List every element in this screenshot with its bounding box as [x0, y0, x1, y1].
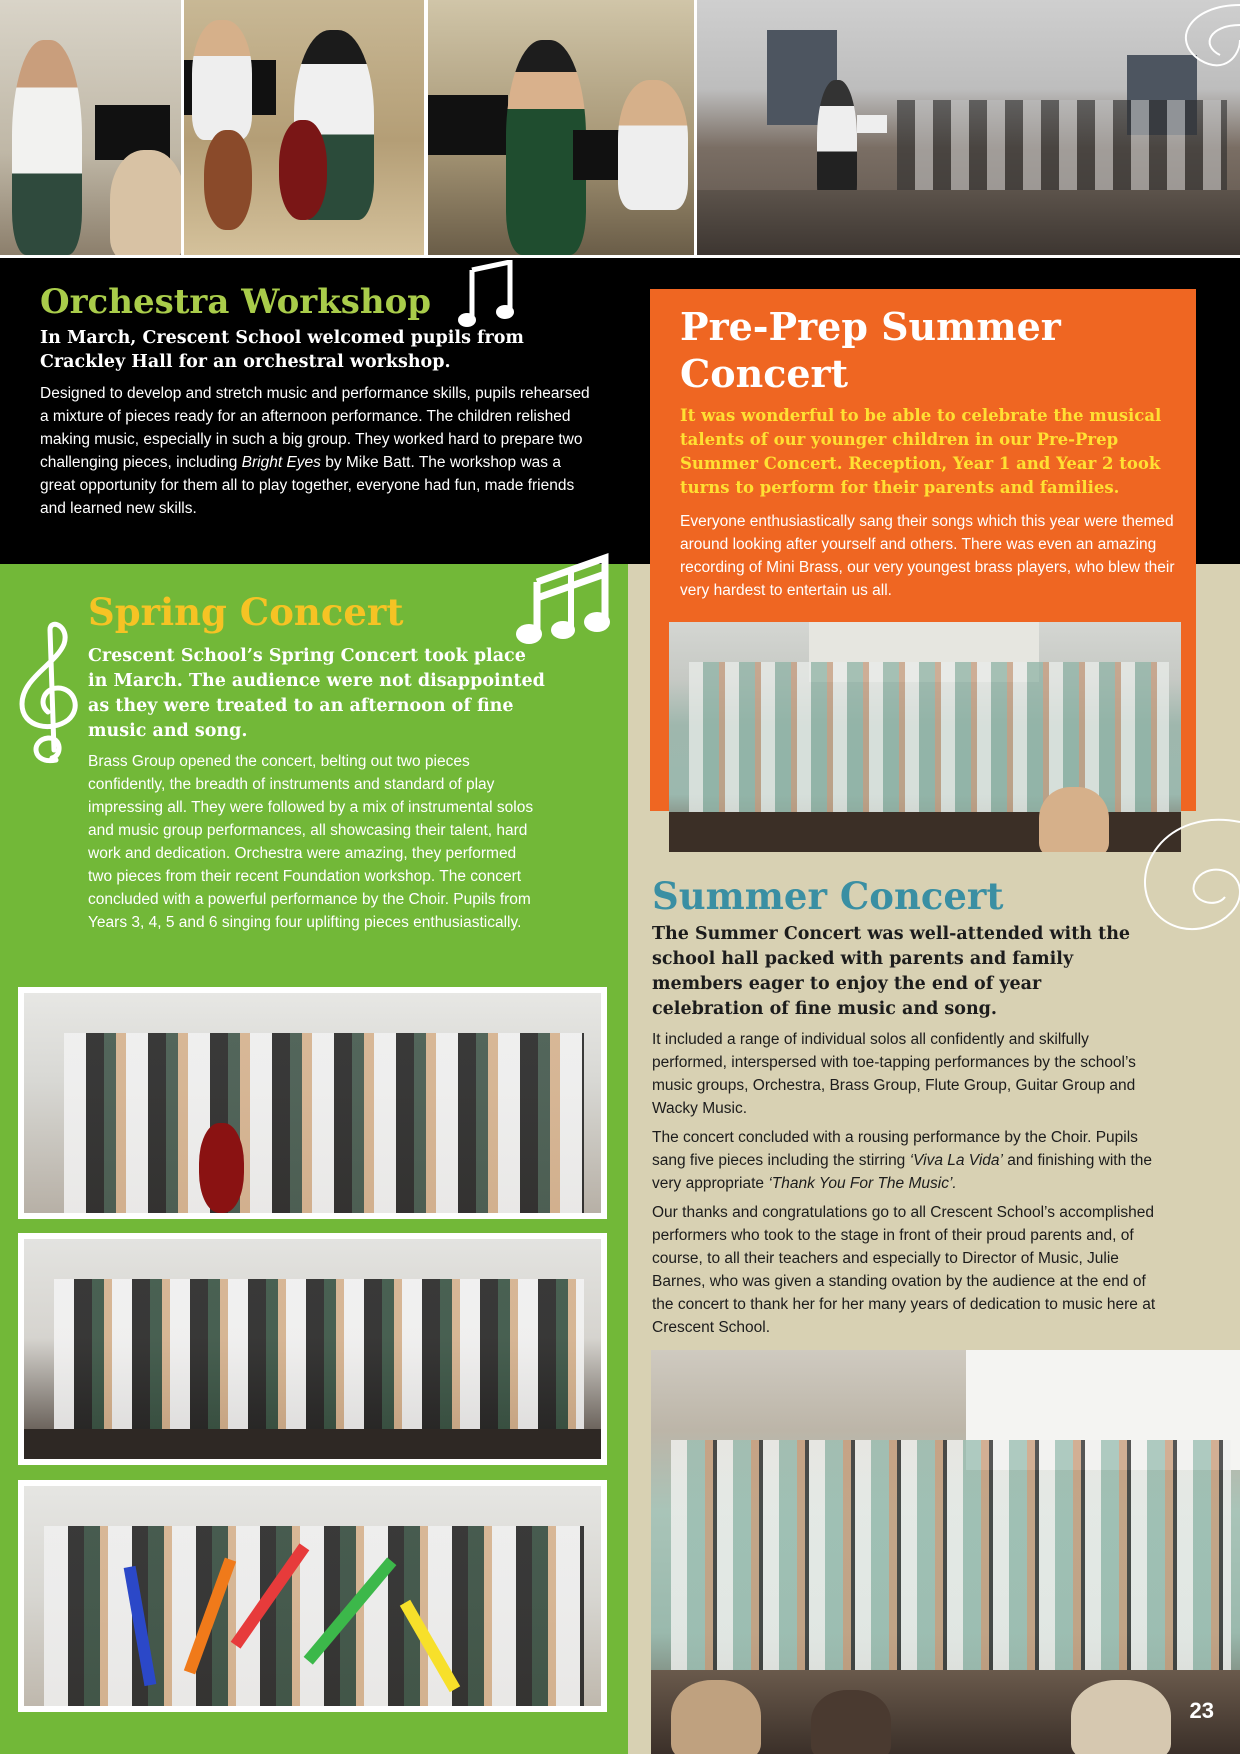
- spring-body: Brass Group opened the concert, belting out two pieces confidently, the breadth of instruments and standard of play impressing all. They were followed by a mix of instrumental solos and music group performances, all showcasing their talent, hard work and dedication. Orchestra were amazing, they performed two pieces from their recent Foundation workshop. The concert concluded with a powerful performance by the Choir. Pupils from Years 3, 4, 5 and 6 singing four uplifting pieces enthusiastically.: [88, 753, 534, 931]
- photo-summer-choir: [651, 1350, 1240, 1754]
- photo-cello-players: [184, 0, 424, 255]
- photo-spring-orchestra: [24, 993, 601, 1213]
- summer-lead: The Summer Concert was well-attended with the school hall packed with parents and family members eager to enjoy the end of year celebration of fine music and song.: [652, 924, 1131, 1019]
- orchestra-title: Orchestra Workshop: [40, 282, 432, 322]
- summer-title: Summer Concert: [652, 874, 1004, 918]
- photo-preprep-choir: [669, 622, 1181, 852]
- spring-lead: Crescent School’s Spring Concert took place in March. The audience were not disappointed as they were treated to an afternoon of fine music and song.: [88, 646, 545, 741]
- summer-body-p2: [652, 1126, 1167, 1195]
- top-photo-strip: [0, 0, 1240, 258]
- orchestra-body-text-1: Designed to develop and stretch music and performance skills, pupils rehearsed a mixture of pieces ready for an afternoon performance. The children relished making music, especially in such a big group. They worked hard to prepare two challenging pieces, including: [40, 385, 590, 471]
- summer-p2-text-a: The concert concluded with a rousing performance by the Choir. Pupils sang five pieces including the stirring: [652, 1129, 1138, 1169]
- orchestra-body: [40, 382, 600, 520]
- photo-recorder-player: [428, 0, 694, 255]
- swirl-decoration: [1150, 0, 1240, 90]
- summer-p2-text-b: and finishing with the very appropriate: [652, 1152, 1153, 1192]
- page-number: 23: [1189, 1698, 1214, 1723]
- music-note-icon: [458, 260, 520, 330]
- spring-title: Spring Concert: [88, 590, 404, 634]
- summer-p2-song-2: ‘Thank You For The Music’.: [768, 1175, 957, 1192]
- preprep-title-line1: Pre-Prep Summer: [680, 304, 1061, 349]
- summer-body-p3: Our thanks and congratulations go to all Crescent School’s accomplished performers who took to the stage in front of their proud parents and, of course, to all their teachers and especially to Director of Music, Julie Barnes, who was given a standing ovation by the audience at the end of the concert to thank her for her many years of dedication to music here at Crescent School.: [652, 1204, 1156, 1336]
- preprep-lead: It was wonderful to be able to celebrate the musical talents of our younger children in our Pre-Prep Summer Concert. Reception, Year 1 and Year 2 took turns to perform for their parents and families.: [680, 406, 1162, 497]
- double-music-note-icon: [515, 552, 615, 648]
- photo-spring-boomwhackers: [24, 1486, 601, 1706]
- summer-p2-song-1: ‘Viva La Vida’: [909, 1152, 1003, 1169]
- preprep-title: [680, 303, 1180, 397]
- orchestra-body-text-2: by Mike Batt. The workshop was a great opportunity for them all to play together, everyone had fun, made friends and learned new skills.: [40, 454, 575, 517]
- summer-body: [652, 1028, 1167, 1345]
- preprep-body: Everyone enthusiastically sang their songs which this year were themed around looking after yourself and others. There was even an amazing recording of Mini Brass, our very youngest brass players, who blew their very hardest to entertain us all.: [680, 513, 1175, 599]
- summer-body-p1: It included a range of individual solos all confidently and skilfully performed, interspersed with toe-tapping performances by the school’s music groups, Orchestra, Brass Group, Flute Group, Guitar Group and Wacky Music.: [652, 1031, 1136, 1117]
- photo-trumpet-player: [0, 0, 181, 255]
- photo-spring-flutes: [24, 1239, 601, 1459]
- orchestra-lead: In March, Crescent School welcomed pupils from Crackley Hall for an orchestral workshop.: [40, 328, 524, 372]
- preprep-title-line2: Concert: [680, 351, 849, 396]
- orchestra-body-song: Bright Eyes: [241, 454, 321, 471]
- treble-clef-icon: [12, 620, 92, 770]
